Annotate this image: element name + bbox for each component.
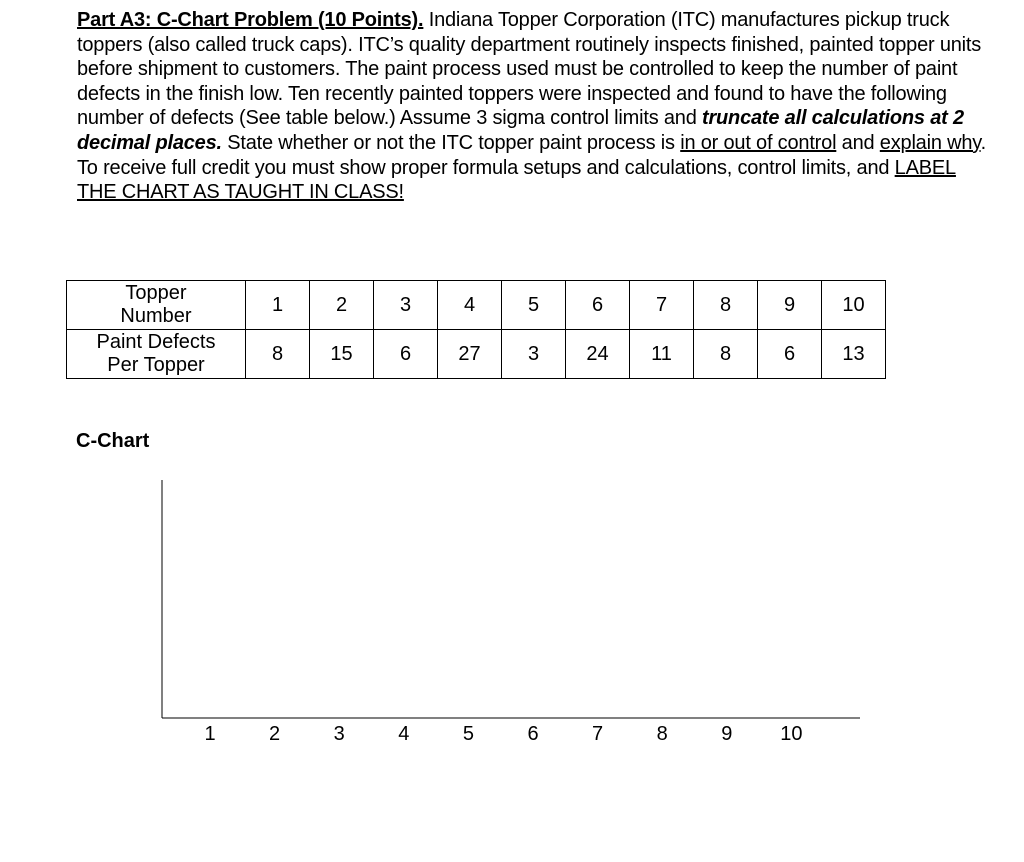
- topper-number-header-line2: Number: [120, 305, 192, 327]
- paint-defects-cell: 24: [566, 330, 630, 379]
- topper-number-cell: 2: [310, 281, 374, 330]
- problem-text-1: Indiana Topper Corporation (ITC) manufactures pickup truck toppers (also called truck caps). ITC’s quality department routinely inspects finished, painted topper units before shipment to customers. The paint process used must be controlled to keep the number of paint defects in the finish low. Ten recently painted toppers were inspected and found to have the following number of defects (See table below.) Assume 3 sigma control limits and: [77, 9, 982, 130]
- problem-emphasis: truncate all calculations at 2 decimal places.: [77, 107, 964, 154]
- c-chart-label: C-Chart: [76, 430, 150, 452]
- paint-defects-cell: 6: [758, 330, 822, 379]
- paint-defects-cell: 6: [374, 330, 438, 379]
- paint-defects-header-line2: Per Topper: [107, 354, 205, 376]
- paint-defects-cell: 15: [310, 330, 374, 379]
- topper-number-cell: 4: [438, 281, 502, 330]
- x-tick-label: 2: [269, 723, 281, 745]
- topper-number-cell: 3: [374, 281, 438, 330]
- topper-number-cell: 8: [694, 281, 758, 330]
- topper-number-cell: 10: [822, 281, 886, 330]
- paint-defects-header-line1: Paint Defects: [96, 331, 216, 353]
- paint-defects-cell: 8: [694, 330, 758, 379]
- problem-text-4: . To receive full credit you must show proper formula setups and calculations, control limits, and: [77, 131, 986, 179]
- paint-defects-cell: 27: [438, 330, 502, 379]
- x-tick-label: 5: [462, 723, 474, 745]
- problem-text-3: and: [836, 131, 880, 154]
- x-tick-labels: [204, 723, 802, 745]
- x-tick-label: 7: [592, 723, 604, 745]
- x-tick-label: 9: [721, 723, 733, 745]
- x-tick-label: 1: [204, 723, 216, 745]
- topper-number-cell: 1: [246, 281, 310, 330]
- paint-defects-cell: 8: [246, 330, 310, 379]
- paint-defects-cell: 11: [630, 330, 694, 379]
- problem-heading: Part A3: C-Chart Problem (10 Points).: [77, 9, 424, 31]
- x-tick-label: 8: [656, 723, 668, 745]
- topper-number-cell: 6: [566, 281, 630, 330]
- problem-underline-control: in or out of control: [680, 131, 837, 154]
- topper-number-header-line1: Topper: [125, 282, 187, 304]
- problem-underline-label: LABEL THE CHART AS TAUGHT IN CLASS!: [77, 156, 956, 204]
- topper-number-cell: 9: [758, 281, 822, 330]
- x-tick-label: 4: [398, 723, 410, 745]
- x-tick-label: 10: [780, 723, 803, 745]
- paint-defects-cell: 13: [822, 330, 886, 379]
- x-tick-label: 6: [527, 723, 539, 745]
- problem-underline-explain: explain why: [879, 131, 981, 154]
- problem-text-2: State whether or not the ITC topper paint process is: [221, 131, 681, 154]
- x-tick-label: 3: [333, 723, 345, 745]
- paint-defects-cell: 3: [502, 330, 566, 379]
- topper-number-cell: 7: [630, 281, 694, 330]
- topper-number-cell: 5: [502, 281, 566, 330]
